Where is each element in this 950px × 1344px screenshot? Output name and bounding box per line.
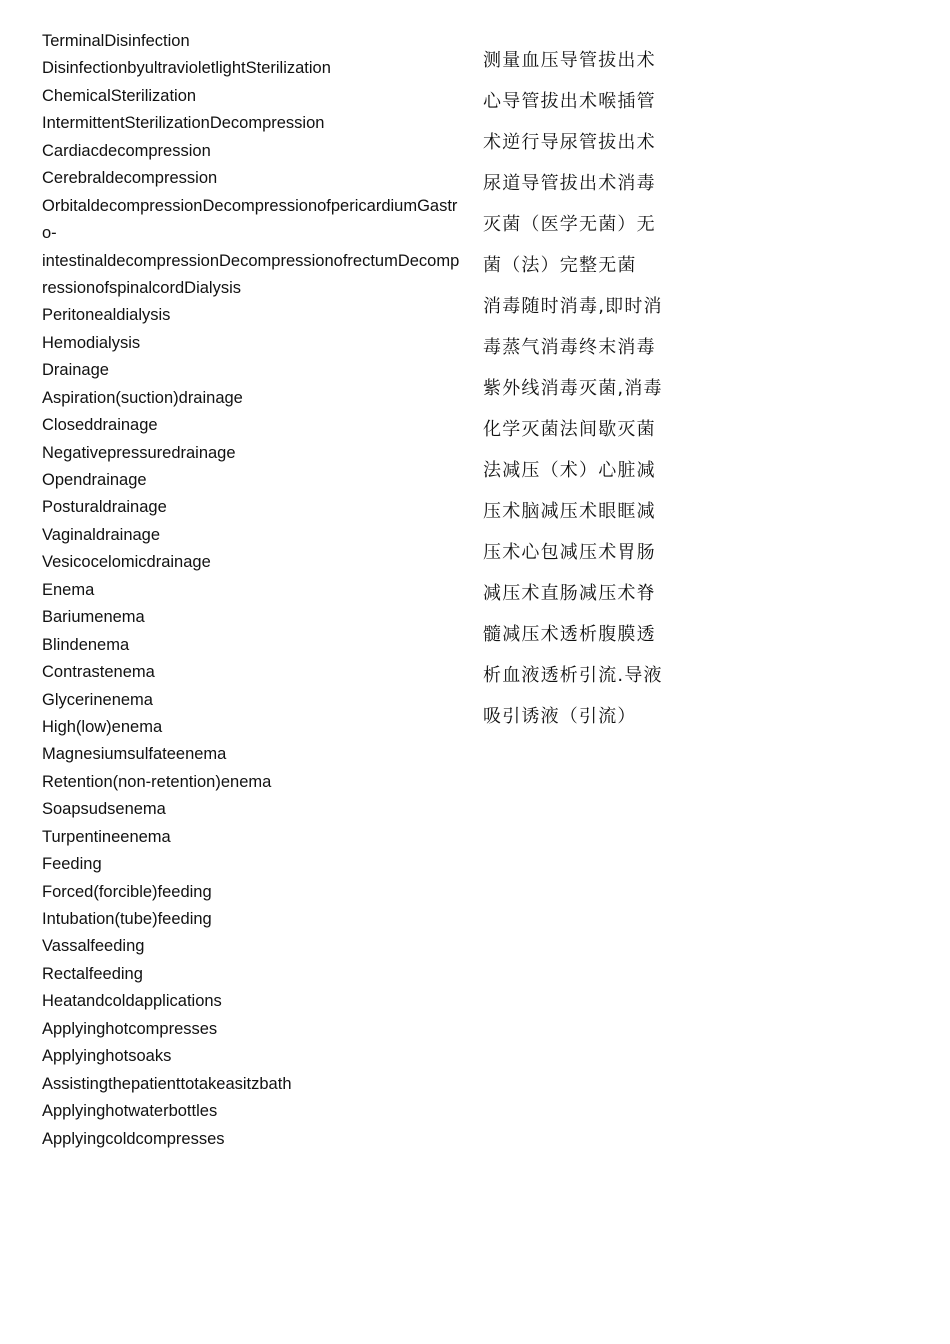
chinese-term-column <box>483 40 683 737</box>
english-term-line: ChemicalSterilization <box>42 86 197 105</box>
english-term-line: Blindenema <box>42 635 130 654</box>
chinese-term-line: 菌（法）完整无菌 <box>483 255 637 276</box>
english-term-line: DisinfectionbyultravioletlightSterilization <box>42 59 331 78</box>
chinese-term-line: 化学灭菌法间歇灭菌 <box>483 419 656 440</box>
english-term-line: OrbitaldecompressionDecompressionofpericardiumGastr <box>42 196 458 215</box>
english-term-line: Hemodialysis <box>42 333 141 352</box>
chinese-term-line: 尿道导管拔出术消毒 <box>483 173 656 194</box>
english-term-line: Glycerinenema <box>42 690 153 709</box>
english-term-line: Applyingcoldcompresses <box>42 1129 225 1148</box>
chinese-term-line: 吸引诱液（引流） <box>483 706 637 727</box>
english-term-line: Magnesiumsulfateenema <box>42 745 227 764</box>
chinese-term-line: 术逆行导尿管拔出术 <box>483 132 656 153</box>
chinese-term-line: 毒蒸气消毒终末消毒 <box>483 337 656 358</box>
english-term-line: Forced(forcible)feeding <box>42 882 212 901</box>
english-term-column <box>42 28 474 1153</box>
english-term-line: Enema <box>42 580 95 599</box>
chinese-term-line: 灭菌（医学无菌）无 <box>483 214 656 235</box>
chinese-term-line: 心导管拔出术喉插管 <box>483 91 656 112</box>
english-term-line: Cardiacdecompression <box>42 141 211 160</box>
english-term-line: Vesicocelomicdrainage <box>42 553 211 572</box>
chinese-term-line: 法减压（术）心脏减 <box>483 460 656 481</box>
english-term-line: Vaginaldrainage <box>42 525 161 544</box>
english-term-line: IntermittentSterilizationDecompression <box>42 114 325 133</box>
english-term-line: Assistingthepatienttotakeasitzbath <box>42 1074 292 1093</box>
english-term-line: Peritonealdialysis <box>42 306 171 325</box>
english-term-line: Heatandcoldapplications <box>42 992 222 1011</box>
english-term-line: Turpentineenema <box>42 827 171 846</box>
english-term-line: ressionofspinalcordDialysis <box>42 278 241 297</box>
english-term-line: Soapsudsenema <box>42 800 166 819</box>
chinese-term-line: 紫外线消毒灭菌,消毒 <box>483 378 663 399</box>
english-term-line: o- <box>42 224 57 243</box>
english-term-line: TerminalDisinfection <box>42 32 190 50</box>
english-term-line: Bariumenema <box>42 608 145 627</box>
english-term-line: Drainage <box>42 361 109 380</box>
english-term-line: Contrastenema <box>42 663 155 682</box>
english-term-line: Opendrainage <box>42 471 147 489</box>
english-term-line: Posturaldrainage <box>42 498 167 517</box>
chinese-term-line: 减压术直肠减压术脊 <box>483 583 656 604</box>
english-term-line: Intubation(tube)feeding <box>42 910 212 928</box>
chinese-term-line: 测量血压导管拔出术 <box>483 50 656 71</box>
chinese-term-line: 压术心包减压术胃肠 <box>483 542 656 563</box>
english-term-line: Applyinghotcompresses <box>42 1019 218 1038</box>
english-term-line: Aspiration(suction)drainage <box>42 388 243 407</box>
english-term-line: intestinaldecompressionDecompressionofrectumDecomp <box>42 251 460 270</box>
chinese-term-line: 压术脑减压术眼眶减 <box>483 501 656 522</box>
english-term-line: Cerebraldecompression <box>42 169 218 188</box>
english-term-line: Feeding <box>42 855 102 874</box>
english-term-line: Applyinghotsoaks <box>42 1047 172 1066</box>
english-term-line: Closeddrainage <box>42 416 158 435</box>
chinese-term-line: 髓减压术透析腹膜透 <box>483 624 656 645</box>
english-term-line: High(low)enema <box>42 717 163 736</box>
english-term-line: Applyinghotwaterbottles <box>42 1102 218 1121</box>
chinese-term-line: 消毒随时消毒,即时消 <box>483 296 663 317</box>
english-term-line: Retention(non-retention)enema <box>42 772 272 791</box>
chinese-term-line: 析血液透析引流.导液 <box>483 665 663 686</box>
english-term-line: Rectalfeeding <box>42 964 143 983</box>
english-term-line: Negativepressuredrainage <box>42 443 236 462</box>
english-term-line: Vassalfeeding <box>42 937 145 956</box>
